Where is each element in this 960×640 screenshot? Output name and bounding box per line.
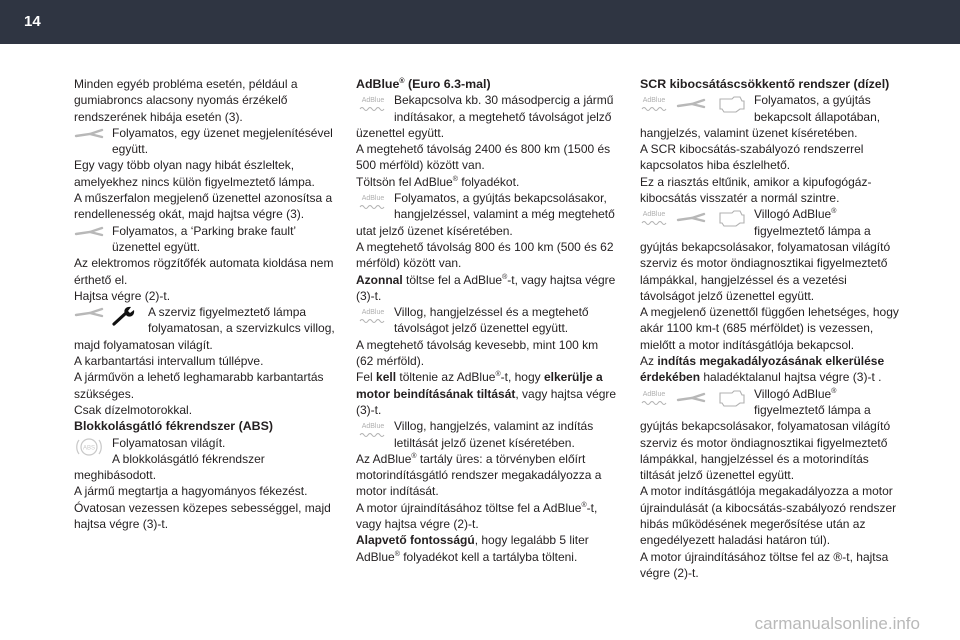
abs-inline-text: Folyamatosan világít. A blokkolásgátló fékrendszer: [112, 435, 265, 466]
dash-indicator-icon: [74, 305, 104, 321]
scr-heading: SCR kibocsátáscsökkentő rendszer (dízel): [640, 77, 890, 91]
adblue-1-detail-1: üzenettel együtt.: [356, 125, 445, 140]
column-general-warnings: [74, 76, 344, 532]
scr-2-detail-2: A megjelenő üzenettől függően lehetséges, hogy akár 1100 km-t (685 mérföldet) is vezessen, mielőtt a motor indításgátlója bekapcsol.: [640, 305, 899, 352]
fault-warning-block: [74, 125, 344, 158]
service-warning-block: [74, 304, 344, 337]
adblue-2-detail-1: utat jelző üzenet kíséretében.: [356, 223, 513, 238]
abs-details: meghibásodott. A jármű megtartja a hagyományos fékezést. Óvatosan vezessen közepes sebességgel, majd hajtsa végre (3)-t.: [74, 468, 331, 532]
svg-text:AdBlue: AdBlue: [361, 309, 385, 317]
adblue-block-3: [356, 304, 618, 337]
parking-brake-icon: [74, 223, 112, 240]
scr-3-inline-text: Villogó AdBlue® figyelmeztető lámpa a: [754, 386, 871, 417]
svg-text:AdBlue: AdBlue: [642, 211, 666, 219]
column-adblue: [356, 76, 618, 565]
adblue-1-detail-3: Töltsön fel AdBlue® folyadékot.: [356, 174, 520, 189]
parking-brake-block: [74, 223, 344, 256]
adblue-warning-icon: [356, 304, 394, 327]
watermark: carmanualsonline.info: [754, 614, 920, 633]
service-icons: [74, 304, 148, 327]
scr-3-detail-1: gyújtás bekapcsolásakor, folyamatosan világító szerviz és motor öndiagnosztikai figyelmeztető lámpákkal, hangjelzéssel és a motorindítás tiltását jelző üzenettel együtt.: [640, 419, 891, 483]
adblue-heading: AdBlue® (Euro 6.3-mal): [356, 77, 491, 91]
parking-brake-details: Az elektromos rögzítőfék automata kioldása nem érthető el. Hajtsa végre (2)-t.: [74, 256, 334, 303]
scr-1-details: hangjelzés, valamint üzenet kíséretében. A SCR kibocsátás-szabályozó rendszerrel kapcsolatos hiba észlelhető. Ez a riasztás eltűnik, amikor a kipufogógáz-kibocsátás visszatér a normál szintre.: [640, 125, 872, 206]
parking-brake-inline-text: Folyamatos, a ‘Parking brake fault’ üzenettel együtt.: [112, 223, 296, 254]
scr-3-detail-3: A motor újraindításához töltse fel az ®-t, hajtsa végre (2)-t.: [640, 549, 889, 580]
scr-icons: [640, 92, 754, 115]
header-bar: [0, 0, 960, 44]
adblue-2-inline-text: Folyamatos, a gyújtás bekapcsolásakor, hangjelzéssel, valamint a még megtehető: [394, 191, 615, 222]
service-warning-details: majd folyamatosan világít. A karbantartási intervallum túllépve. A járművön a lehető leghamarabb karbantartás szükséges. Csak dízelmotorokkal.: [74, 337, 324, 417]
adblue-warning-icon: [356, 418, 394, 441]
scr-icons: [640, 206, 754, 229]
svg-text:AdBlue: AdBlue: [361, 97, 385, 105]
scr-2-inline-text: Villogó AdBlue® figyelmeztető lámpa a: [754, 207, 871, 238]
svg-text:AdBlue: AdBlue: [642, 97, 666, 105]
scr-3-detail-2: A motor indításgátlója megakadályozza a motor újraindulását (a kibocsátás-szabályozó rendszer hibás működésének megerősítése után az engedélyezett haladási határon túl).: [640, 484, 897, 548]
page-number: 14: [24, 13, 41, 30]
scr-block-2: [640, 206, 902, 239]
adblue-block-4: [356, 418, 618, 451]
adblue-4-inline-text: Villog, hangjelzés, valamint az indítás letiltását jelző üzenet kíséretében.: [394, 419, 594, 450]
scr-icons: [640, 386, 754, 409]
intro-paragraph: Minden egyéb probléma esetén, például a gumiabroncs alacsony nyomás érzékelő rendszerének hibája esetén (3).: [74, 77, 298, 124]
scr-1-inline-text: Folyamatos, a gyújtás bekapcsolt állapotában,: [754, 93, 881, 124]
dash-indicator-icon: [74, 125, 112, 142]
abs-warning-icon: [74, 435, 112, 458]
fault-warning-inline-text: Folyamatos, egy üzenet megjelenítésével együtt.: [112, 125, 333, 157]
adblue-block-2: [356, 190, 618, 223]
service-warning-inline-text: A szerviz figyelmeztető lámpa folyamatosan, a szervizkulcs villog,: [148, 305, 335, 336]
adblue-4-detail-2: A motor újraindításához töltse fel a AdBlue®-t, vagy hajtsa végre (2)-t.: [356, 500, 598, 532]
abs-block: [74, 435, 344, 468]
fault-warning-details: Egy vagy több olyan nagy hibát észleltek, amelyekhez nincs külön figyelmeztető lámpa. A műszerfalon megjelenő üzenettel azonosítsa a rendellenesség okát, majd hajtsa végre (3).: [74, 158, 333, 222]
column-scr: [640, 76, 902, 581]
adblue-4-detail-4: AdBlue® folyadékot kell a tartályba tölteni.: [356, 549, 578, 564]
adblue-4-detail-1: Az AdBlue® tartály üres: a törvényben előírt motorindításgátló rendszer megakadályozza a motor indítását.: [356, 451, 602, 499]
svg-text:ABS: ABS: [82, 445, 96, 452]
svg-text:AdBlue: AdBlue: [361, 195, 385, 203]
adblue-2-detail-2: A megtehető távolság 800 és 100 km (500 és 62 mérföld) között van.: [356, 239, 614, 271]
adblue-2-detail-3: Azonnal töltse fel a AdBlue®-t, vagy hajtsa végre (3)-t.: [356, 272, 616, 303]
adblue-3-detail-2: Fel kell töltenie az AdBlue®-t, hogy elkerülje a motor beindításának tiltását, vagy hajtsa végre (3)-t.: [356, 370, 617, 417]
adblue-3-inline-text: Villog, hangjelzéssel és a megtehető távolságot jelző üzenettel együtt.: [394, 305, 589, 336]
adblue-1-inline-text: Bekapcsolva kb. 30 másodpercig a jármű indításakor, a megtehető távolságot jelző: [394, 93, 614, 124]
scr-2-detail-3: Az indítás megakadályozásának elkerülése érdekében haladéktalanul hajtsa végre (3)-t .: [640, 354, 885, 385]
svg-text:AdBlue: AdBlue: [642, 390, 666, 398]
scr-2-detail-1: gyújtás bekapcsolásakor, folyamatosan világító szerviz és motor öndiagnosztikai figyelmeztető lámpákkal, hangjelzéssel és a vezetési távolságot jelző üzenettel együtt.: [640, 239, 891, 303]
adblue-3-detail-1: A megtehető távolság kevesebb, mint 100 km (62 mérföld).: [356, 337, 599, 369]
adblue-warning-icon: [356, 190, 394, 213]
wrench-icon: [110, 305, 138, 327]
adblue-4-detail-3: Alapvető fontosságú, hogy legalább 5 liter: [356, 533, 589, 548]
adblue-1-detail-2: A megtehető távolság 2400 és 800 km (1500 és 500 mérföld) között van.: [356, 142, 611, 173]
svg-text:AdBlue: AdBlue: [361, 423, 385, 431]
adblue-warning-icon: [356, 92, 394, 115]
scr-block-1: [640, 92, 902, 125]
adblue-block-1: [356, 92, 618, 125]
scr-block-3: [640, 386, 902, 419]
abs-heading: Blokkolásgátló fékrendszer (ABS): [74, 419, 273, 434]
